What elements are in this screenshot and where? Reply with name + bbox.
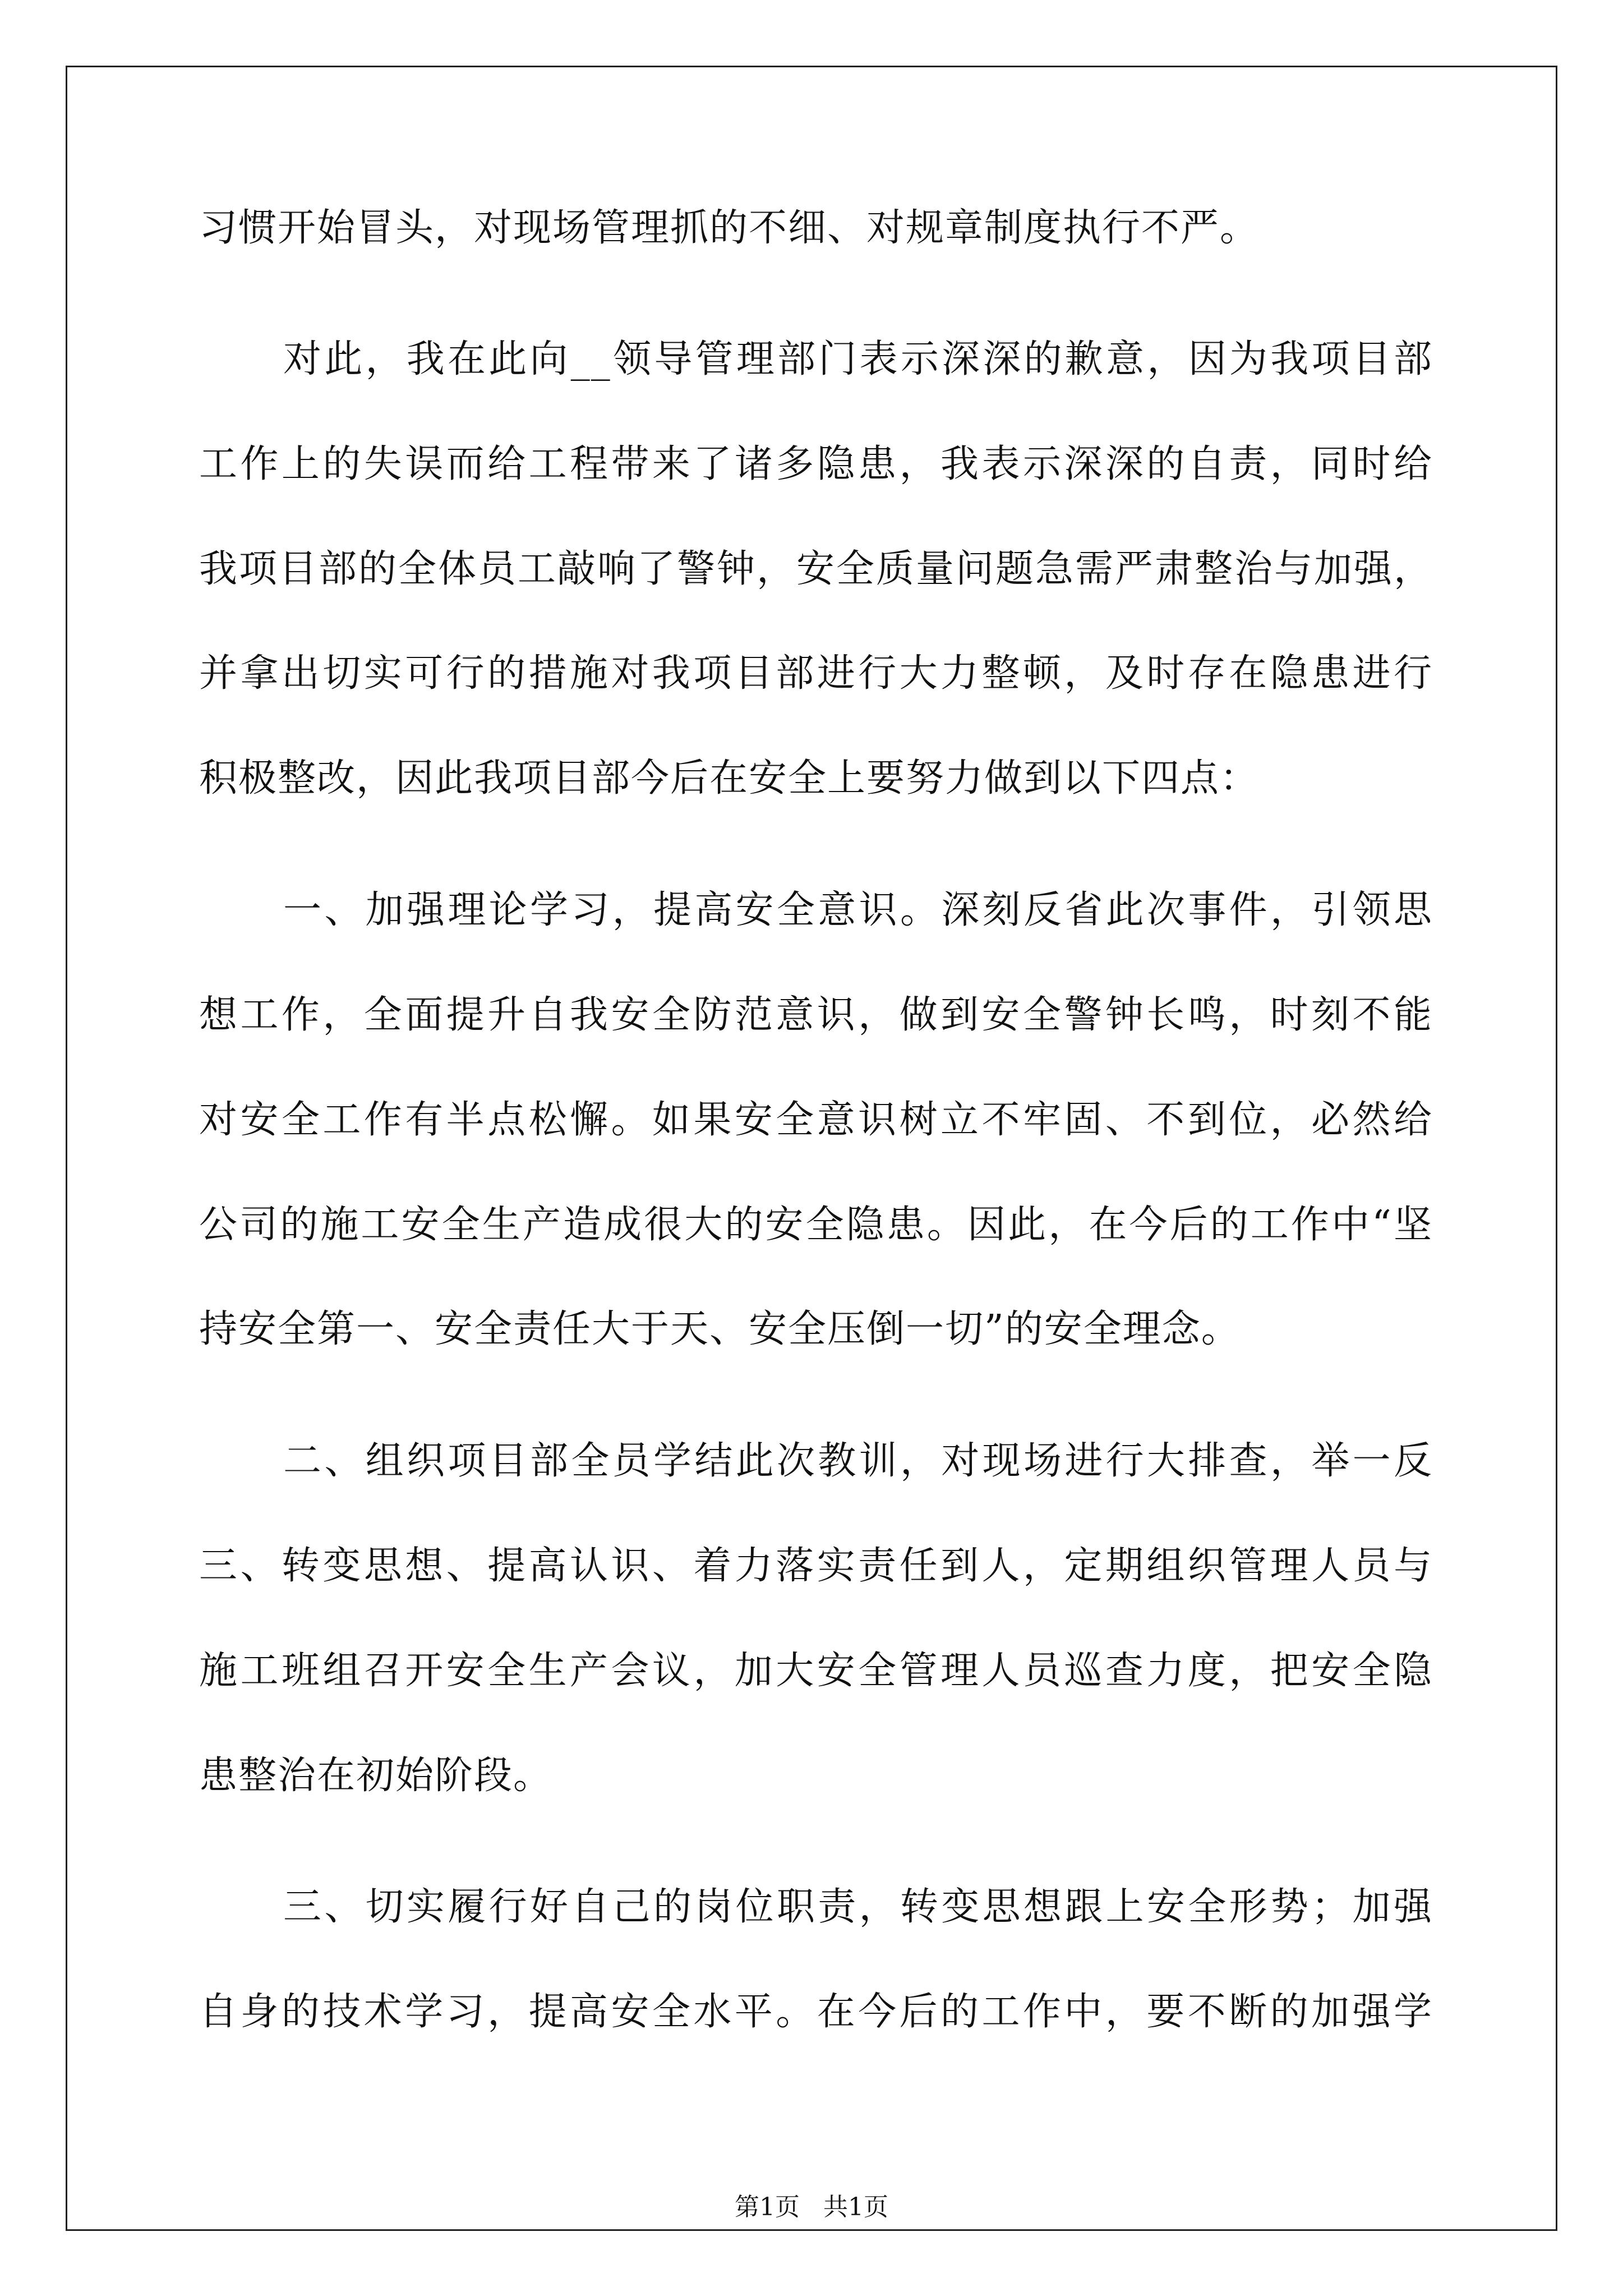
body-line-3: 工作上的失误而给工程带来了诸多隐患，我表示深深的自责，同时给	[199, 442, 1433, 486]
body-line-12: 二、组织项目部全员学结此次教训，对现场进行大排查，举一反	[283, 1439, 1433, 1483]
body-line-6: 积极整改，因此我项目部今后在安全上要努力做到以下四点：	[199, 756, 1260, 800]
body-line-10: 公司的施工安全生产造成很大的安全隐患。因此，在今后的工作中“坚	[199, 1203, 1433, 1247]
body-line-13: 三、转变思想、提高认识、着力落实责任到人，定期组织管理人员与	[199, 1544, 1433, 1588]
body-line-8: 想工作，全面提升自我安全防范意识，做到安全警钟长鸣，时刻不能	[199, 993, 1433, 1037]
body-line-14: 施工班组召开安全生产会议，加大安全管理人员巡查力度，把安全隐	[199, 1649, 1433, 1693]
body-line-16: 三、切实履行好自己的岗位职责，转变思想跟上安全形势；加强	[283, 1885, 1433, 1929]
body-line-7: 一、加强理论学习，提高安全意识。深刻反省此次事件，引领思	[283, 888, 1433, 932]
body-line-1: 习惯开始冒头，对现场管理抓的不细、对规章制度执行不严。	[199, 206, 1260, 250]
body-line-11: 持安全第一、安全责任大于天、安全压倒一切”的安全理念。	[199, 1307, 1241, 1351]
body-line-5: 并拿出切实可行的措施对我项目部进行大力整顿，及时存在隐患进行	[199, 651, 1433, 696]
body-line-4: 我项目部的全体员工敲响了警钟，安全质量问题急需严肃整治与加强，	[199, 547, 1433, 591]
body-line-15: 患整治在初始阶段。	[199, 1754, 553, 1798]
body-line-2: 对此，我在此向__领导管理部门表示深深的歉意，因为我项目部	[283, 337, 1433, 381]
body-line-9: 对安全工作有半点松懈。如果安全意识树立不牢固、不到位，必然给	[199, 1098, 1433, 1142]
page-footer: 第1页 共1页	[735, 2193, 888, 2221]
body-line-17: 自身的技术学习，提高安全水平。在今后的工作中，要不断的加强学	[199, 1990, 1433, 2034]
